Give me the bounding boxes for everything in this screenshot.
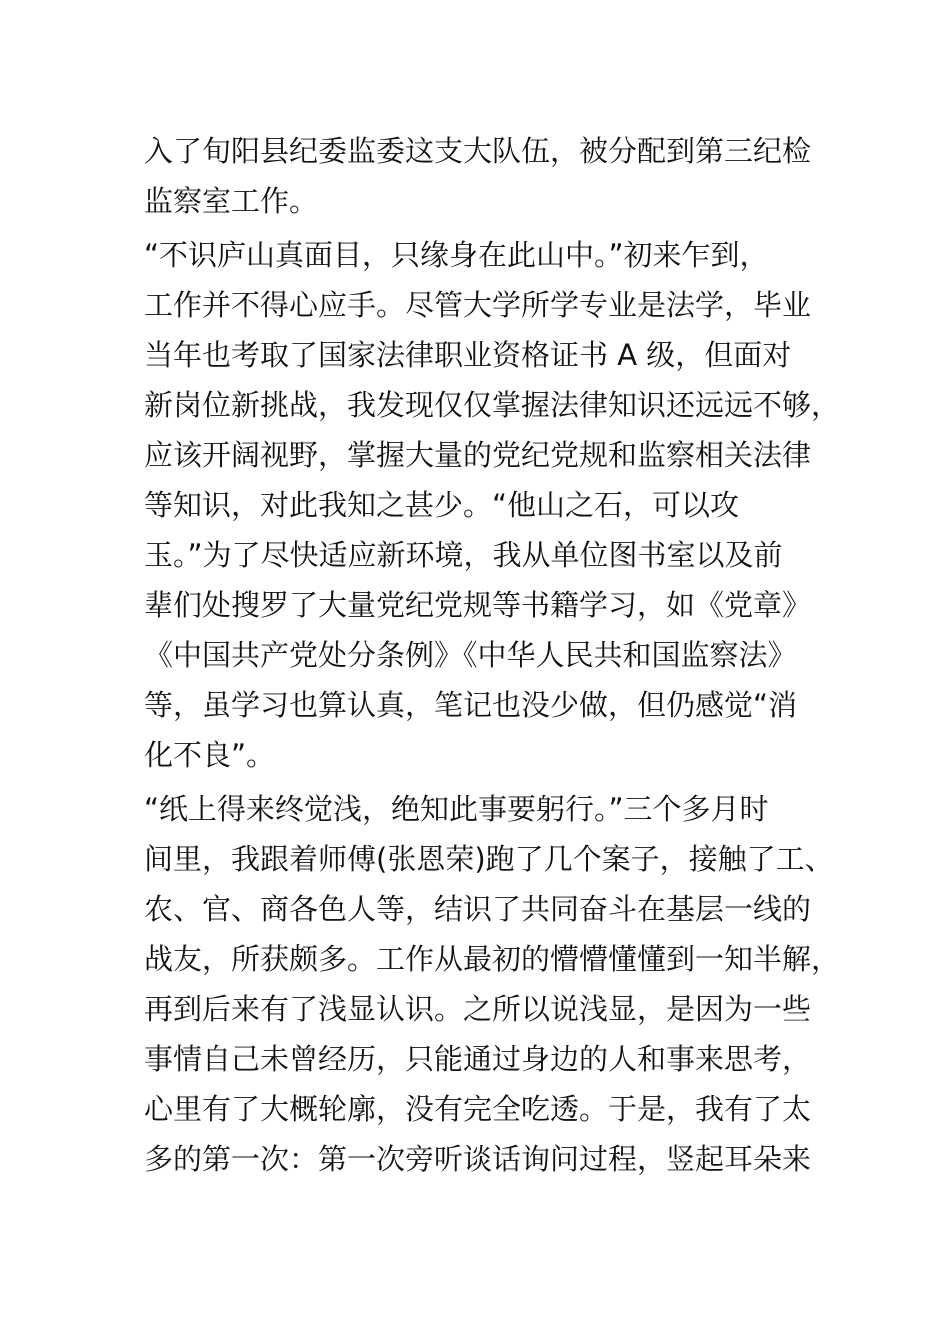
text-line: 等，虽学习也算认真，笔记也没少做，但仍感觉“消 <box>144 688 798 722</box>
paragraph-1 <box>144 126 824 226</box>
text-line: 化不良”。 <box>144 738 276 772</box>
text-line: 心里有了大概轮廓，没有完全吃透。于是，我有了太 <box>144 1092 812 1126</box>
text-line: 应该开阔视野，掌握大量的党纪党规和监察相关法律 <box>144 438 812 472</box>
paragraph-3 <box>144 784 841 1184</box>
text-line: 当年也考取了国家法律职业资格证书 A 级，但面对 <box>144 338 792 372</box>
body-text <box>144 126 841 1184</box>
text-line: 《中国共产党处分条例》《中华人民共和国监察法》 <box>144 638 797 672</box>
text-line: 再到后来有了浅显认识。之所以说浅显，是因为一些 <box>144 992 812 1026</box>
text-line: 等知识，对此我知之甚少。“他山之石，可以攻 <box>144 488 740 522</box>
text-line: 玉。”为了尽快适应新环境，我从单位图书室以及前 <box>144 538 783 572</box>
text-line: 事情自己未曾经历，只能通过身边的人和事来思考， <box>144 1042 812 1076</box>
text-line: 多的第一次：第一次旁听谈话询问过程，竖起耳朵来 <box>144 1142 812 1176</box>
text-line: 辈们处搜罗了大量党纪党规等书籍学习，如《党章》 <box>144 588 812 622</box>
text-line: 新岗位新挑战，我发现仅仅掌握法律知识还远远不够， <box>144 388 841 422</box>
text-line: 工作并不得心应手。尽管大学所学专业是法学，毕业 <box>144 288 812 322</box>
paragraph-2 <box>144 230 841 780</box>
text-line: 农、官、商各色人等，结识了共同奋斗在基层一线的 <box>144 892 812 926</box>
text-line: 战友，所获颇多。工作从最初的懵懵懂懂到一知半解， <box>144 942 841 976</box>
text-line: 间里，我跟着师傅(张恩荣)跑了几个案子，接触了工、 <box>144 842 834 876</box>
text-line: 入了旬阳县纪委监委这支大队伍，被分配到第三纪检 <box>144 134 812 168</box>
text-line: “纸上得来终觉浅，绝知此事要躬行。”三个多月时 <box>144 792 769 826</box>
text-line: 监察室工作。 <box>144 184 319 218</box>
text-line: “不识庐山真面目，只缘身在此山中。”初来乍到， <box>144 238 769 272</box>
